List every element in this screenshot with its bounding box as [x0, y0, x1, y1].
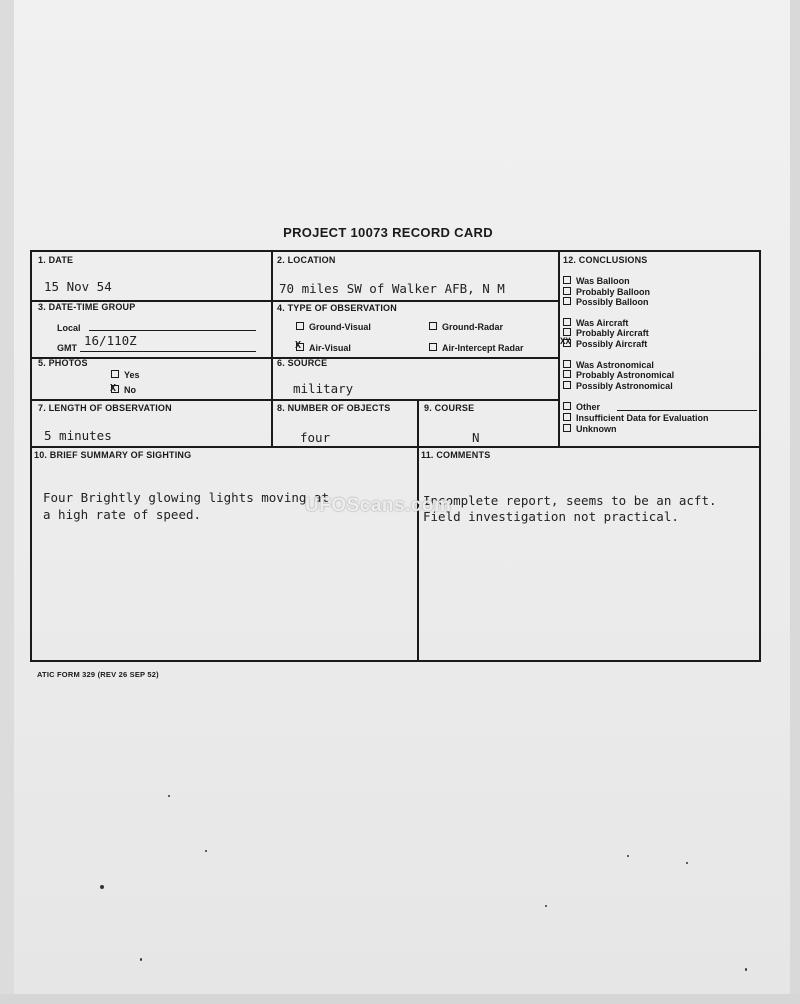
obs-ground-visual[interactable]: Ground-Visual	[296, 322, 371, 333]
scan-speck	[205, 850, 207, 852]
scan-speck	[745, 968, 747, 971]
source-value: military	[293, 381, 354, 396]
dtg-label: 3. DATE-TIME GROUP	[38, 302, 136, 312]
gmt-value: 16/110Z	[84, 333, 137, 348]
photos-no-check-mark: X	[110, 383, 117, 394]
scan-speck	[686, 862, 688, 864]
conclusion-was-aircraft[interactable]: Was Aircraft	[563, 318, 628, 329]
scan-edge-bottom	[0, 994, 800, 1004]
checkbox[interactable]	[563, 424, 571, 432]
gmt-line	[80, 351, 256, 352]
summary-label: 10. BRIEF SUMMARY OF SIGHTING	[34, 450, 192, 460]
conclusion-possibly-astronomical[interactable]: Possibly Astronomical	[563, 381, 673, 392]
conclusions-label: 12. CONCLUSIONS	[563, 255, 648, 265]
summary-line-2: a high rate of speed.	[43, 507, 202, 522]
scan-speck	[627, 855, 629, 857]
course-value: N	[472, 430, 480, 445]
scan-speck	[140, 958, 142, 961]
conclusion-probably-aircraft[interactable]: Probably Aircraft	[563, 328, 649, 339]
scan-edge-right	[790, 0, 800, 1004]
summary-line-1: Four Brightly glowing lights moving at	[43, 490, 329, 505]
checkbox[interactable]	[296, 322, 304, 330]
form-id: ATIC FORM 329 (REV 26 SEP 52)	[37, 670, 159, 679]
checkbox[interactable]	[563, 370, 571, 378]
photos-yes[interactable]: Yes	[111, 370, 140, 381]
course-label: 9. COURSE	[424, 403, 475, 413]
conclusion-other[interactable]: Other	[563, 402, 600, 413]
checkbox[interactable]	[563, 402, 571, 410]
checkbox[interactable]	[111, 370, 119, 378]
length-label: 7. LENGTH OF OBSERVATION	[38, 403, 172, 413]
checkbox[interactable]	[563, 297, 571, 305]
possibly-aircraft-check-mark: XX	[560, 337, 571, 347]
source-label: 6. SOURCE	[277, 358, 328, 368]
objects-value: four	[300, 430, 331, 445]
checkbox[interactable]	[563, 381, 571, 389]
checkbox[interactable]	[563, 287, 571, 295]
checkbox[interactable]	[563, 328, 571, 336]
scan-speck	[545, 905, 547, 907]
checkbox[interactable]	[429, 322, 437, 330]
photos-label: 5. PHOTOS	[38, 358, 88, 368]
obs-ground-radar[interactable]: Ground-Radar	[429, 322, 503, 333]
card-title: PROJECT 10073 RECORD CARD	[283, 225, 493, 240]
gmt-label: GMT	[57, 343, 77, 353]
scan-speck	[100, 885, 104, 889]
conclusion-unknown[interactable]: Unknown	[563, 424, 617, 435]
conclusion-insufficient-data[interactable]: Insufficient Data for Evaluation	[563, 413, 709, 424]
conclusion-possibly-balloon[interactable]: Possibly Balloon	[563, 297, 649, 308]
comments-label: 11. COMMENTS	[421, 450, 491, 460]
conclusion-probably-balloon[interactable]: Probably Balloon	[563, 287, 650, 298]
obs-air-visual[interactable]: Air-Visual	[296, 343, 351, 354]
comments-line-2: Field investigation not practical.	[423, 509, 679, 524]
conclusion-possibly-aircraft[interactable]: Possibly Aircraft	[563, 339, 647, 350]
conclusion-was-balloon[interactable]: Was Balloon	[563, 276, 630, 287]
comments-line-1: Incomplete report, seems to be an acft.	[423, 493, 717, 508]
objects-label: 8. NUMBER OF OBJECTS	[277, 403, 391, 413]
photos-no[interactable]: No	[111, 385, 136, 396]
conclusion-probably-astronomical[interactable]: Probably Astronomical	[563, 370, 674, 381]
checkbox[interactable]	[429, 343, 437, 351]
checkbox[interactable]	[563, 318, 571, 326]
local-label: Local	[57, 323, 81, 333]
obs-air-intercept-radar[interactable]: Air-Intercept Radar	[429, 343, 524, 354]
date-label: 1. DATE	[38, 255, 74, 265]
location-label: 2. LOCATION	[277, 255, 336, 265]
observation-type-label: 4. TYPE OF OBSERVATION	[277, 303, 397, 313]
checkbox[interactable]	[563, 413, 571, 421]
date-value: 15 Nov 54	[44, 279, 112, 294]
other-line	[617, 410, 757, 411]
checkbox[interactable]	[563, 276, 571, 284]
checkbox[interactable]	[563, 360, 571, 368]
scan-speck	[168, 795, 170, 797]
length-value: 5 minutes	[44, 428, 112, 443]
scan-edge-left	[0, 0, 14, 1004]
local-line	[89, 330, 256, 331]
air-visual-check-mark: X	[295, 340, 302, 351]
conclusion-was-astronomical[interactable]: Was Astronomical	[563, 360, 654, 371]
location-value: 70 miles SW of Walker AFB, N M	[279, 281, 505, 296]
watermark: UFOScans.com	[305, 495, 452, 516]
